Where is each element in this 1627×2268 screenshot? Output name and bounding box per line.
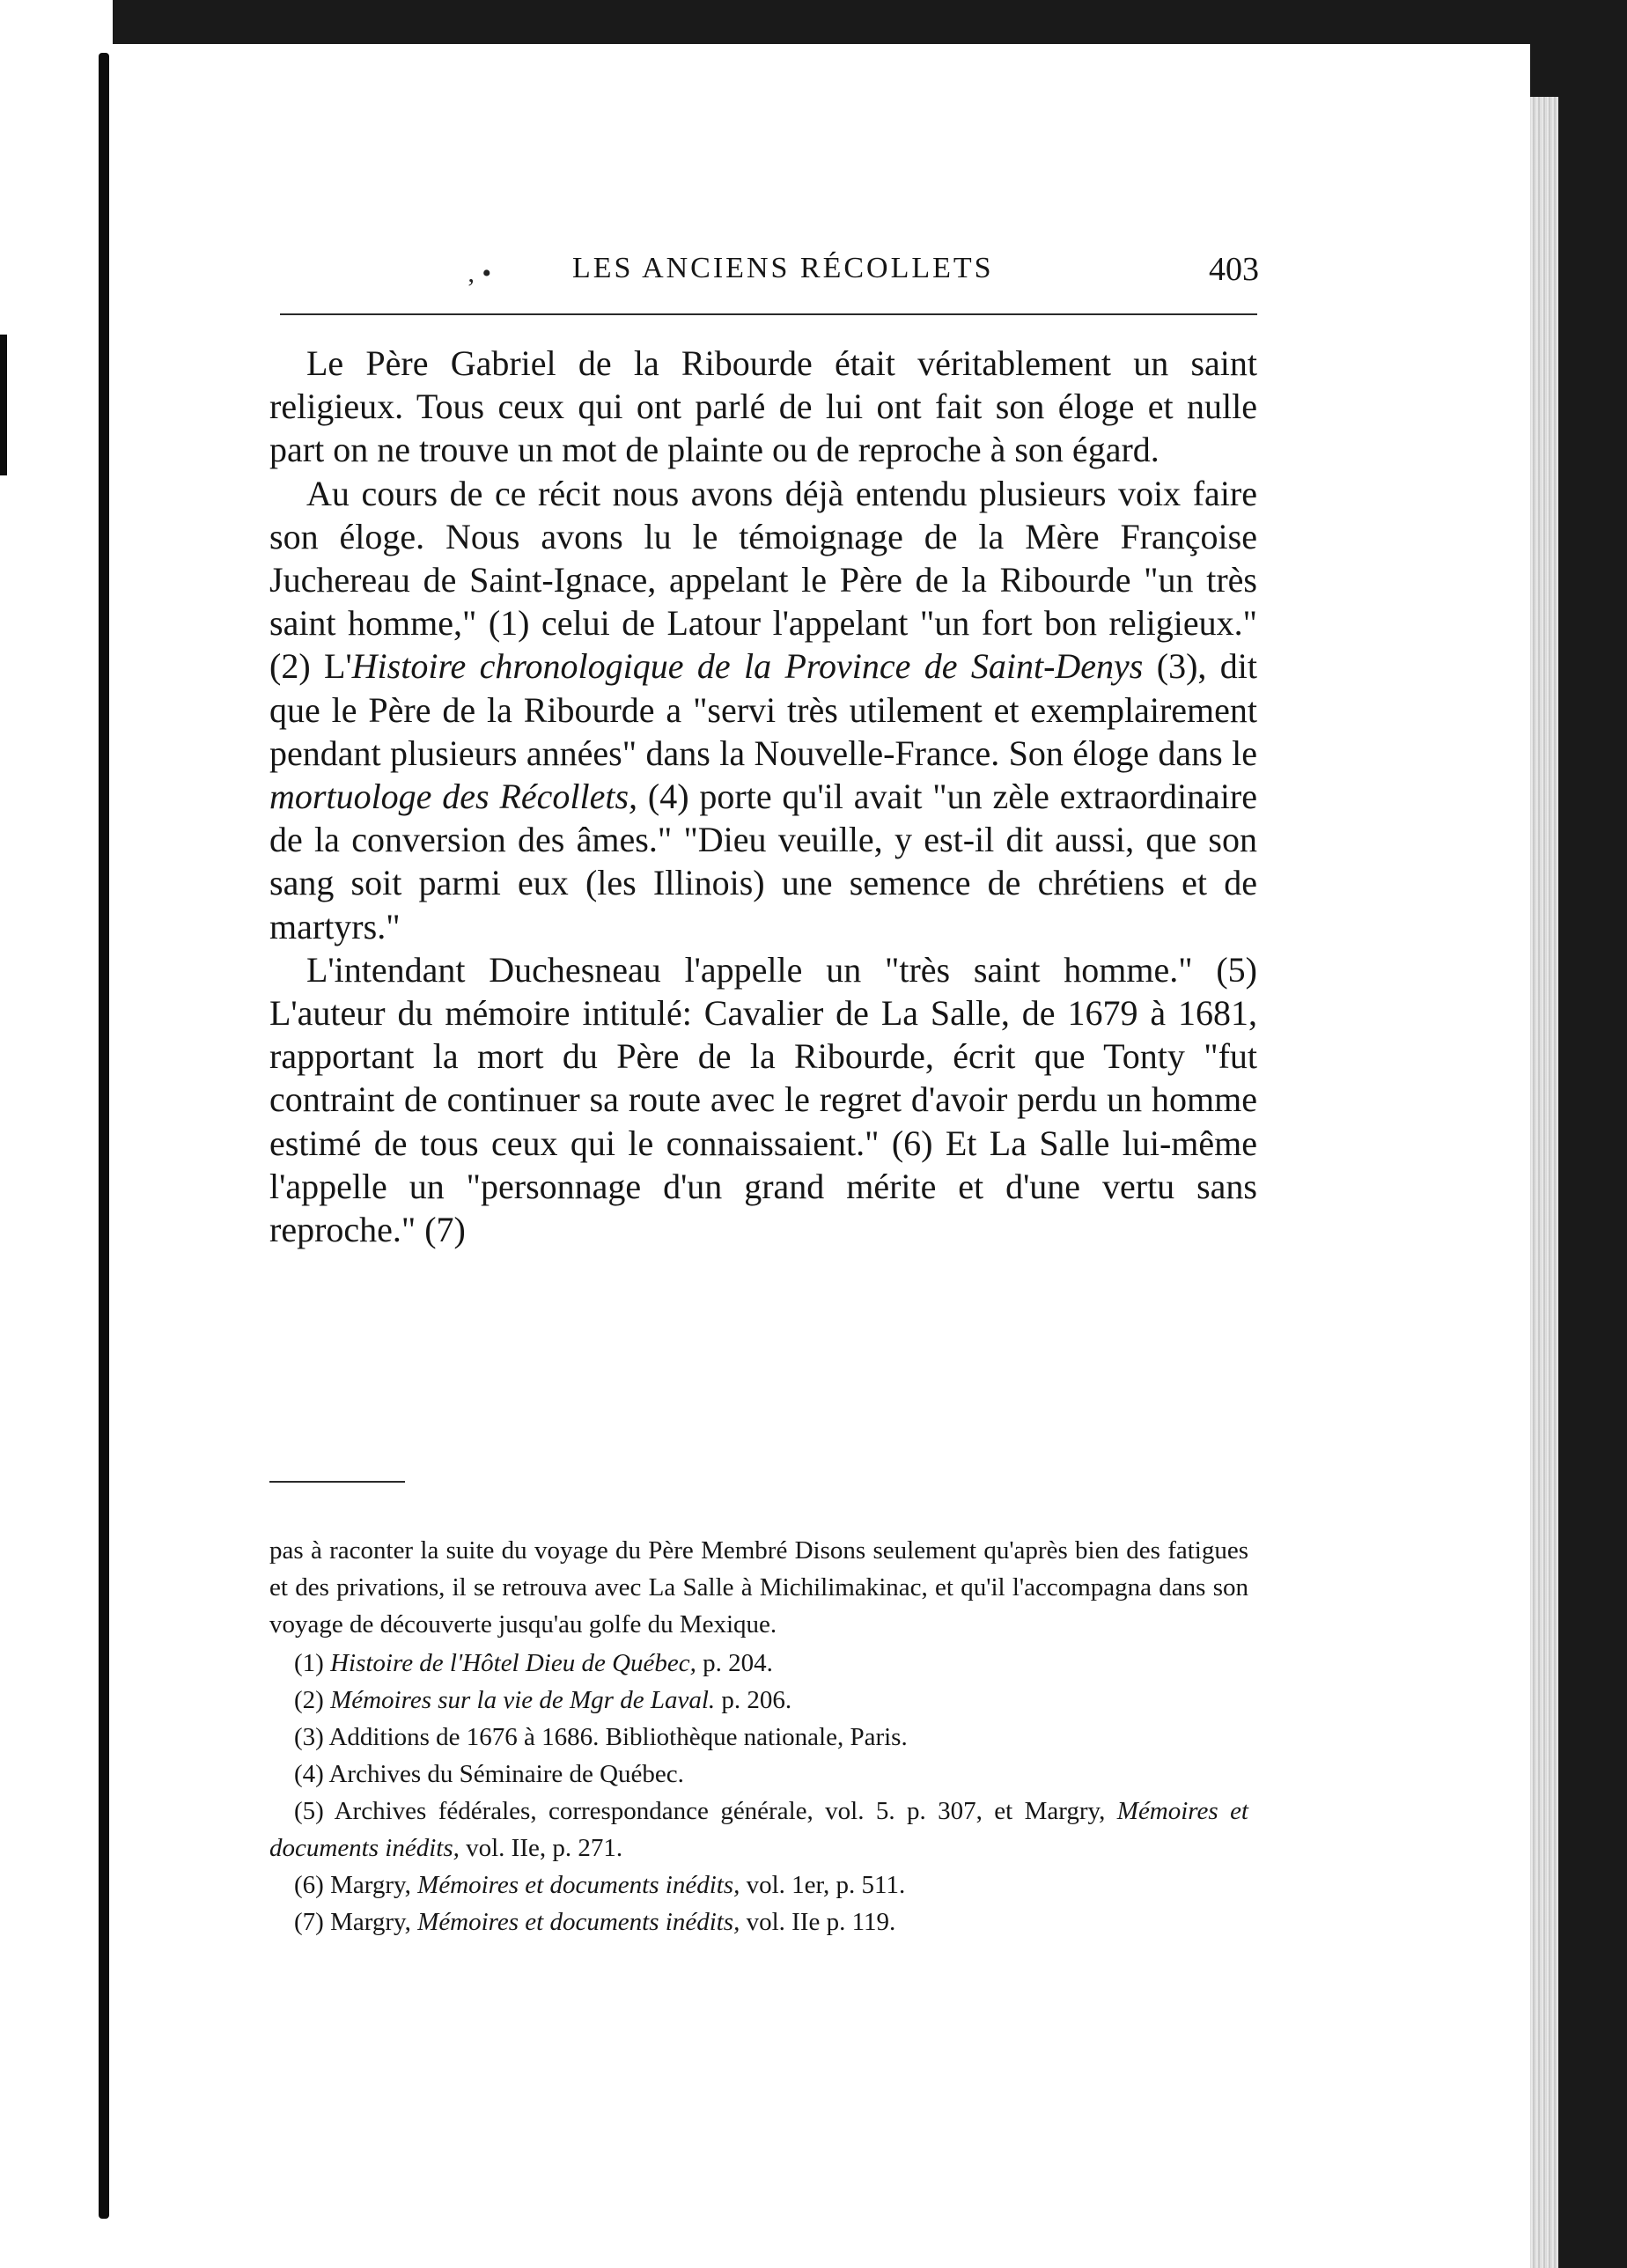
footnote-2: [269, 1682, 1248, 1719]
paragraph-1: Le Père Gabriel de la Ribourde était véritablement un saint religieux. Tous ceux qui ont parlé de lui ont fait son éloge et nulle part on ne trouve un mot de plainte ou de reproche à son égard.: [269, 343, 1257, 470]
footnote-6: [269, 1867, 1248, 1904]
left-edge-mark: [0, 335, 7, 475]
footnote-7-title: Mémoires et documents inédits,: [417, 1908, 740, 1936]
header-marks: ‚ •: [467, 259, 491, 288]
footnote-3-text: Additions de 1676 à 1686. Bibliothèque nationale, Paris.: [323, 1723, 908, 1751]
paragraph-2-part-b: (3), dit que le Père de la Ribourde a "servi très utilement et exemplairement pendant plusieurs années" dans la Nouvelle-France. Son éloge dans le: [269, 646, 1257, 773]
footnote-6-title: Mémoires et documents inédits,: [417, 1871, 740, 1899]
footnote-7-number: (7): [294, 1908, 324, 1936]
body-text: [269, 342, 1257, 1251]
footnote-rule: [269, 1481, 405, 1483]
footnote-3-number: (3): [294, 1723, 324, 1751]
footnote-7: [269, 1904, 1248, 1940]
footnote-4: [269, 1756, 1248, 1793]
page-number: 403: [1209, 251, 1259, 288]
footnote-2-title: Mémoires sur la vie de Mgr de Laval.: [330, 1686, 716, 1714]
footnote-6-number: (6): [294, 1871, 324, 1899]
paragraph-2: [269, 472, 1257, 948]
footnote-2-number: (2): [294, 1686, 324, 1714]
footnote-4-number: (4): [294, 1760, 324, 1788]
footnote-4-text: Archives du Séminaire de Québec.: [323, 1760, 684, 1788]
book-binding: [99, 53, 109, 2219]
footnote-5-title: Mémoires et documents inédits,: [269, 1797, 1248, 1862]
footnote-6-page: vol. 1er, p. 511.: [740, 1871, 906, 1899]
left-page-margin: [0, 0, 113, 2268]
footnote-continuation: pas à raconter la suite du voyage du Père Membré Disons seulement qu'après bien des fatigues et des privations, il se retrouva avec La Salle à Michilimakinac, et qu'il l'accompagna dans son voyage de découverte jusqu'au golfe du Mexique.: [269, 1536, 1248, 1638]
footnote-5-number: (5): [294, 1797, 324, 1825]
footnotes: [269, 1532, 1248, 1940]
footnote-1-page: p. 204.: [696, 1649, 773, 1677]
footnote-3: [269, 1719, 1248, 1756]
footnote-5-text: Archives fédérales, correspondance générale, vol. 5. p. 307, et Margry,: [323, 1797, 1117, 1825]
footnote-1-title: Histoire de l'Hôtel Dieu de Québec,: [330, 1649, 696, 1677]
running-title: LES ANCIENS RÉCOLLETS: [572, 252, 994, 284]
footnote-1-number: (1): [294, 1649, 324, 1677]
footnote-5: [269, 1793, 1248, 1867]
running-header: [273, 247, 1259, 299]
header-rule: [280, 313, 1257, 315]
paragraph-2-title-mortuologe: mortuologe des Récollets,: [269, 777, 638, 817]
footnote-7-text: Margry,: [323, 1908, 418, 1936]
paragraph-3: L'intendant Duchesneau l'appelle un "très saint homme." (5) L'auteur du mémoire intitulé: Cavalier de La Salle, de 1679 à 1681, rapportant la mort du Père de la Ribourde, écrit que Tonty "fut contraint de continuer sa route avec le regret d'avoir perdu un homme estimé de tous ceux qui le connaissaient." (6) Et La Salle lui-même l'appelle un "personnage d'un grand mérite et d'une vertu sans reproche." (7): [269, 949, 1257, 1250]
footnote-5-page: vol. IIe, p. 271.: [459, 1834, 623, 1862]
paragraph-2-part-a: Au cours de ce récit nous avons déjà entendu plusieurs voix faire son éloge. Nous avons lu le témoignage de la Mère Françoise Juchereau de Saint-Ignace, appelant le Père de la Ribourde "un très saint homme," (1) celui de Latour l'appelant "un fort bon religieux." (2) L': [269, 473, 1257, 687]
footnote-2-page: p. 206.: [715, 1686, 792, 1714]
footnote-1: [269, 1645, 1248, 1682]
footnote-7-page: vol. IIe p. 119.: [740, 1908, 896, 1936]
paragraph-2-title-histoire: Histoire chronologique de la Province de Saint-Denys: [351, 646, 1144, 687]
paragraph-2-part-c: (4) porte qu'il avait "un zèle extraordinaire de la conversion des âmes." "Dieu veuille, y est-il dit aussi, que son sang soit parmi eux (les Illinois) une semence de chrétiens et de martyrs.": [269, 777, 1258, 946]
footnote-6-text: Margry,: [323, 1871, 418, 1899]
